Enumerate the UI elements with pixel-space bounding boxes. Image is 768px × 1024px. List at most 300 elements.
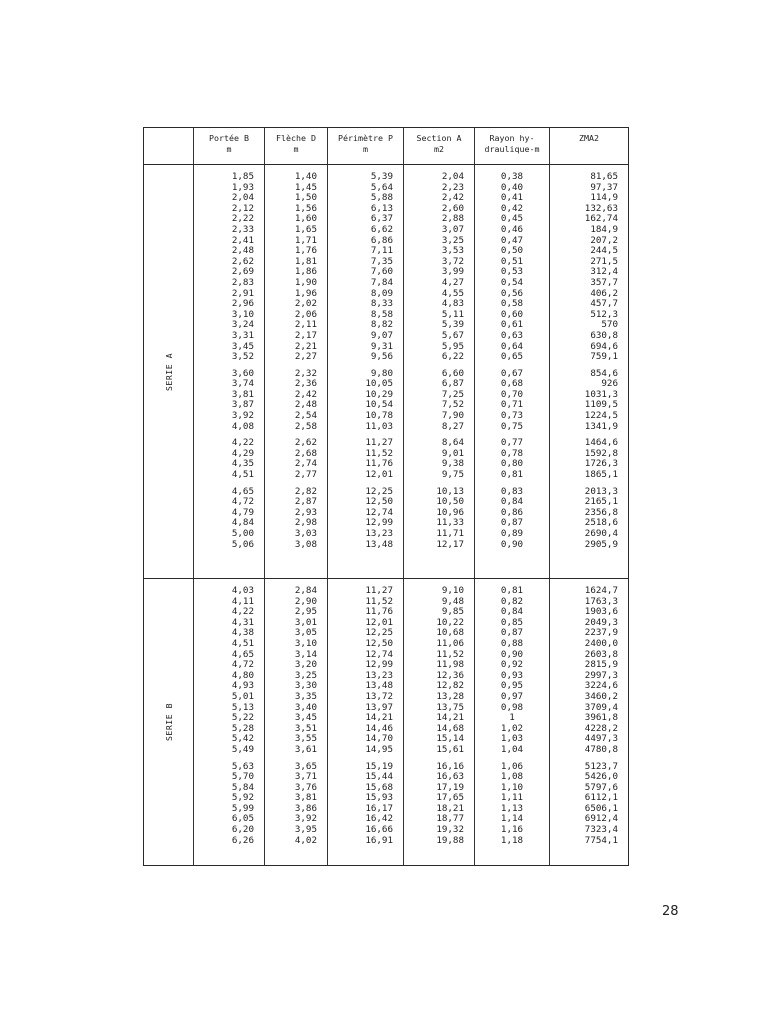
table-cell: 4,51 xyxy=(231,637,254,649)
table-cell: 7,52 xyxy=(441,399,464,411)
table-cell: 1341,9 xyxy=(584,420,618,432)
table-cell: 15,93 xyxy=(365,792,393,804)
table-cell: 81,65 xyxy=(590,171,618,182)
table-cell: 2,83 xyxy=(231,276,254,288)
table-cell: 2,84 xyxy=(294,585,317,596)
table-cell: 0,80 xyxy=(500,458,524,470)
table-cell: 12,01 xyxy=(365,616,393,628)
table-cell: 6,86 xyxy=(370,234,393,246)
table-cell: 3,86 xyxy=(294,802,317,814)
table-cell: 14,95 xyxy=(365,743,393,755)
table-cell: 2,04 xyxy=(231,192,254,204)
table-cell: 630,8 xyxy=(590,329,618,341)
table-cell: 0,86 xyxy=(500,506,524,518)
table-cell: 0,84 xyxy=(500,606,524,618)
table-cell: 4,79 xyxy=(231,506,254,518)
table-cell: 5,70 xyxy=(231,771,254,783)
hydraulic-table xyxy=(143,127,629,866)
table-cell: 14,70 xyxy=(365,733,393,745)
table-cell: 132,63 xyxy=(584,202,618,214)
table-cell: 457,7 xyxy=(590,298,618,310)
table-cell: 5,64 xyxy=(370,181,393,193)
table-cell: 3,03 xyxy=(294,528,317,539)
table-cell: 5,06 xyxy=(231,538,254,550)
table-cell: 0,98 xyxy=(500,701,524,713)
table-cell: 2,77 xyxy=(294,469,317,481)
table-cell: 2,17 xyxy=(294,329,317,341)
table-cell: 2,42 xyxy=(441,192,464,204)
table-cell: 3,74 xyxy=(231,378,254,390)
table-cell: 0,78 xyxy=(500,447,524,459)
table-cell: 2,87 xyxy=(294,496,317,508)
table-cell: 11,76 xyxy=(365,458,393,470)
table-cell: 1,11 xyxy=(500,792,524,804)
table-cell: 3,07 xyxy=(441,223,464,235)
table-cell: 5797,6 xyxy=(584,781,618,793)
table-cell: 18,21 xyxy=(436,802,464,814)
col-rayon xyxy=(475,579,550,865)
table-cell: 0,95 xyxy=(500,680,524,692)
table-cell: 17,65 xyxy=(436,792,464,804)
table-cell: 11,98 xyxy=(436,659,464,671)
table-cell: 2,68 xyxy=(294,447,317,459)
table-cell: 15,19 xyxy=(365,760,393,772)
table-cell: 0,87 xyxy=(500,517,524,529)
table-cell: 1865,1 xyxy=(584,469,618,481)
table-cell: 5,92 xyxy=(231,792,254,804)
series-b-label-cell xyxy=(144,579,194,865)
series-a-section xyxy=(144,165,628,579)
table-cell: 7323,4 xyxy=(584,824,618,836)
table-cell: 9,01 xyxy=(441,447,464,459)
table-cell: 4,22 xyxy=(231,437,254,449)
table-cell: 357,7 xyxy=(590,276,618,288)
table-cell: 1,14 xyxy=(500,813,524,825)
table-cell: 6,60 xyxy=(441,367,464,379)
table-cell: 5,99 xyxy=(231,802,254,814)
table-cell: 2,62 xyxy=(231,255,254,267)
table-cell: 2356,8 xyxy=(584,506,618,518)
table-cell: 4,72 xyxy=(231,659,254,671)
table-cell: 759,1 xyxy=(590,351,618,363)
header-rayon-unit: draulique-m xyxy=(484,144,540,154)
table-cell: 1,56 xyxy=(294,202,317,214)
table-cell: 8,09 xyxy=(370,287,393,299)
table-cell: 2237,9 xyxy=(584,627,618,639)
col-perimetre xyxy=(328,165,404,578)
table-cell: 3,40 xyxy=(294,701,317,713)
table-cell: 0,90 xyxy=(500,538,524,550)
table-cell: 1,81 xyxy=(294,255,317,267)
table-cell: 18,77 xyxy=(436,813,464,825)
table-cell: 6,37 xyxy=(370,213,393,225)
table-cell: 6,26 xyxy=(231,834,254,846)
series-b-label: SERIE B xyxy=(163,702,174,742)
table-cell: 15,44 xyxy=(365,771,393,783)
table-cell: 5,95 xyxy=(441,340,464,352)
series-a-label: SERIE A xyxy=(163,352,174,391)
table-cell: 694,6 xyxy=(590,340,618,352)
table-cell: 312,4 xyxy=(590,266,618,278)
table-cell: 4,65 xyxy=(231,648,254,660)
table-cell: 2,21 xyxy=(294,340,317,352)
table-cell: 12,50 xyxy=(365,496,393,508)
table-cell: 0,81 xyxy=(500,585,524,596)
table-cell: 0,67 xyxy=(500,367,524,379)
table-cell: 4,38 xyxy=(231,627,254,639)
col-fleche xyxy=(265,165,328,578)
table-cell: 1,10 xyxy=(500,781,524,793)
table-cell: 1,03 xyxy=(500,733,524,745)
table-cell: 6,22 xyxy=(441,351,464,363)
table-cell: 7,60 xyxy=(370,266,393,278)
table-cell: 16,66 xyxy=(365,824,393,836)
header-portee xyxy=(194,128,265,164)
table-cell: 2,96 xyxy=(231,298,254,310)
table-cell: 3,52 xyxy=(231,351,254,363)
table-cell: 1,04 xyxy=(500,743,524,755)
series-b-section xyxy=(144,579,628,865)
table-cell: 3,71 xyxy=(294,771,317,783)
table-cell: 2905,9 xyxy=(584,538,618,550)
table-cell: 1,18 xyxy=(500,834,524,846)
table-cell: 4,72 xyxy=(231,496,254,508)
table-cell: 406,2 xyxy=(590,287,618,299)
table-cell: 4,11 xyxy=(231,595,254,607)
table-cell: 0,68 xyxy=(500,378,524,390)
table-cell: 4,29 xyxy=(231,447,254,459)
header-fleche-label: Flèche D xyxy=(276,133,316,143)
table-cell: 13,23 xyxy=(365,528,393,539)
header-zma-label: ZMA2 xyxy=(579,133,599,143)
table-cell: 2400,0 xyxy=(584,637,618,649)
col-section xyxy=(404,579,475,865)
table-cell: 4,03 xyxy=(231,585,254,596)
table-cell: 4,55 xyxy=(441,287,464,299)
table-cell: 2,36 xyxy=(294,378,317,390)
table-cell: 0,71 xyxy=(500,399,524,411)
table-cell: 4,80 xyxy=(231,669,254,681)
table-cell: 2,04 xyxy=(441,171,464,182)
table-cell: 2,06 xyxy=(294,308,317,320)
table-cell: 12,36 xyxy=(436,669,464,681)
table-cell: 6,87 xyxy=(441,378,464,390)
table-cell: 4497,3 xyxy=(584,733,618,745)
table-cell: 2,74 xyxy=(294,458,317,470)
table-cell: 0,77 xyxy=(500,437,524,449)
table-cell: 0,50 xyxy=(500,245,524,257)
table-cell: 10,50 xyxy=(436,496,464,508)
table-cell: 0,75 xyxy=(500,420,524,432)
table-cell: 14,21 xyxy=(436,712,464,724)
table-cell: 5,39 xyxy=(441,319,464,331)
table-cell: 15,61 xyxy=(436,743,464,755)
table-cell: 1,71 xyxy=(294,234,317,246)
table-cell: 5,22 xyxy=(231,712,254,724)
table-cell: 0,53 xyxy=(500,266,524,278)
table-cell: 5,11 xyxy=(441,308,464,320)
table-cell: 926 xyxy=(601,378,618,390)
table-cell: 3,61 xyxy=(294,743,317,755)
table-cell: 9,85 xyxy=(441,606,464,618)
table-cell: 3,65 xyxy=(294,760,317,772)
table-cell: 1,86 xyxy=(294,266,317,278)
table-cell: 19,32 xyxy=(436,824,464,836)
table-cell: 2,58 xyxy=(294,420,317,432)
table-cell: 10,22 xyxy=(436,616,464,628)
table-cell: 12,01 xyxy=(365,469,393,481)
table-cell: 10,54 xyxy=(365,399,393,411)
table-cell: 3,25 xyxy=(441,234,464,246)
table-cell: 3,55 xyxy=(294,733,317,745)
table-cell: 2,33 xyxy=(231,223,254,235)
table-cell: 0,90 xyxy=(500,648,524,660)
table-cell: 1031,3 xyxy=(584,388,618,400)
table-cell: 0,58 xyxy=(500,298,524,310)
table-cell: 3,87 xyxy=(231,399,254,411)
table-cell: 3,81 xyxy=(231,388,254,400)
header-portee-label: Portée B xyxy=(209,133,249,143)
table-cell: 4,35 xyxy=(231,458,254,470)
table-cell: 3,53 xyxy=(441,245,464,257)
table-cell: 14,46 xyxy=(365,722,393,734)
table-cell: 3709,4 xyxy=(584,701,618,713)
table-cell: 854,6 xyxy=(590,367,618,379)
header-series-cell xyxy=(144,128,194,164)
table-cell: 2049,3 xyxy=(584,616,618,628)
table-cell: 2,48 xyxy=(231,245,254,257)
table-cell: 13,72 xyxy=(365,690,393,702)
header-fleche-unit: m xyxy=(293,144,299,154)
table-cell: 5,39 xyxy=(370,171,393,182)
table-cell: 2,02 xyxy=(294,298,317,310)
table-cell: 2013,3 xyxy=(584,485,618,497)
table-cell: 5,49 xyxy=(231,743,254,755)
table-cell: 570 xyxy=(601,319,618,331)
table-cell: 1726,3 xyxy=(584,458,618,470)
table-cell: 7,35 xyxy=(370,255,393,267)
header-rayon-label: Rayon hy- xyxy=(489,133,535,143)
table-cell: 0,87 xyxy=(500,627,524,639)
table-cell: 16,42 xyxy=(365,813,393,825)
table-cell: 3,10 xyxy=(231,308,254,320)
table-cell: 2,90 xyxy=(294,595,317,607)
table-cell: 1903,6 xyxy=(584,606,618,618)
table-cell: 1,93 xyxy=(231,181,254,193)
table-cell: 5,28 xyxy=(231,722,254,734)
table-cell: 11,06 xyxy=(436,637,464,649)
table-cell: 4,93 xyxy=(231,680,254,692)
table-cell: 2,12 xyxy=(231,202,254,214)
table-cell: 4,27 xyxy=(441,276,464,288)
table-cell: 8,58 xyxy=(370,308,393,320)
table-header xyxy=(144,128,628,165)
table-cell: 0,51 xyxy=(500,255,524,267)
table-cell: 9,80 xyxy=(370,367,393,379)
table-cell: 3,30 xyxy=(294,680,317,692)
header-section-label: Section A xyxy=(416,133,462,143)
table-cell: 5,88 xyxy=(370,192,393,204)
header-perimetre-label: Périmètre P xyxy=(338,133,393,143)
table-cell: 12,25 xyxy=(365,485,393,497)
table-cell: 10,13 xyxy=(436,485,464,497)
table-cell: 0,61 xyxy=(500,319,524,331)
table-cell: 1763,3 xyxy=(584,595,618,607)
table-cell: 0,97 xyxy=(500,690,524,702)
table-cell: 7,25 xyxy=(441,388,464,400)
table-cell: 271,5 xyxy=(590,255,618,267)
table-cell: 6,20 xyxy=(231,824,254,836)
table-cell: 3,31 xyxy=(231,329,254,341)
table-cell: 0,93 xyxy=(500,669,524,681)
table-cell: 184,9 xyxy=(590,223,618,235)
table-cell: 13,48 xyxy=(365,680,393,692)
table-cell: 2,22 xyxy=(231,213,254,225)
table-cell: 0,73 xyxy=(500,410,524,422)
table-cell: 6506,1 xyxy=(584,802,618,814)
table-cell: 4,51 xyxy=(231,469,254,481)
table-cell: 11,33 xyxy=(436,517,464,529)
table-cell: 9,07 xyxy=(370,329,393,341)
table-cell: 11,03 xyxy=(365,420,393,432)
table-cell: 8,64 xyxy=(441,437,464,449)
table-cell: 1224,5 xyxy=(584,410,618,422)
table-cell: 4,22 xyxy=(231,606,254,618)
table-cell: 1,45 xyxy=(294,181,317,193)
col-section xyxy=(404,165,475,578)
table-cell: 1,90 xyxy=(294,276,317,288)
col-portee xyxy=(194,579,265,865)
table-cell: 162,74 xyxy=(584,213,618,225)
table-cell: 7754,1 xyxy=(584,834,618,846)
table-cell: 10,96 xyxy=(436,506,464,518)
table-cell: 3,08 xyxy=(294,538,317,550)
table-cell: 9,10 xyxy=(441,585,464,596)
table-cell: 13,28 xyxy=(436,690,464,702)
table-cell: 0,42 xyxy=(500,202,524,214)
table-cell: 11,52 xyxy=(365,595,393,607)
table-cell: 4,08 xyxy=(231,420,254,432)
table-cell: 4780,8 xyxy=(584,743,618,755)
table-cell: 2,11 xyxy=(294,319,317,331)
table-cell: 2,98 xyxy=(294,517,317,529)
header-perimetre xyxy=(328,128,404,164)
table-cell: 9,75 xyxy=(441,469,464,481)
col-zma xyxy=(550,579,628,865)
table-cell: 3460,2 xyxy=(584,690,618,702)
table-cell: 512,3 xyxy=(590,308,618,320)
table-cell: 2,82 xyxy=(294,485,317,497)
table-cell: 0,47 xyxy=(500,234,524,246)
table-cell: 12,17 xyxy=(436,538,464,550)
table-cell: 12,50 xyxy=(365,637,393,649)
table-cell: 2,88 xyxy=(441,213,464,225)
table-cell: 0,46 xyxy=(500,223,524,235)
table-cell: 9,31 xyxy=(370,340,393,352)
table-cell: 3,81 xyxy=(294,792,317,804)
table-cell: 7,11 xyxy=(370,245,393,257)
table-cell: 0,45 xyxy=(500,213,524,225)
table-cell: 3,10 xyxy=(294,637,317,649)
table-cell: 13,97 xyxy=(365,701,393,713)
table-cell: 11,76 xyxy=(365,606,393,618)
table-cell: 10,05 xyxy=(365,378,393,390)
table-cell: 2,48 xyxy=(294,399,317,411)
table-cell: 5,00 xyxy=(231,528,254,539)
table-cell: 0,88 xyxy=(500,637,524,649)
table-cell: 6,62 xyxy=(370,223,393,235)
table-cell: 114,9 xyxy=(590,192,618,204)
table-cell: 6,13 xyxy=(370,202,393,214)
table-cell: 0,81 xyxy=(500,469,524,481)
table-cell: 0,89 xyxy=(500,528,524,539)
table-cell: 11,27 xyxy=(365,437,393,449)
table-cell: 0,56 xyxy=(500,287,524,299)
table-cell: 1,76 xyxy=(294,245,317,257)
table-cell: 2603,8 xyxy=(584,648,618,660)
col-perimetre xyxy=(328,579,404,865)
table-cell: 7,84 xyxy=(370,276,393,288)
table-cell: 12,82 xyxy=(436,680,464,692)
table-cell: 0,82 xyxy=(500,595,524,607)
table-cell: 1,02 xyxy=(500,722,524,734)
table-cell: 1,96 xyxy=(294,287,317,299)
table-cell: 1,60 xyxy=(294,213,317,225)
table-cell: 3,01 xyxy=(294,616,317,628)
table-cell: 14,68 xyxy=(436,722,464,734)
col-portee xyxy=(194,165,265,578)
table-cell: 1 xyxy=(509,712,515,724)
table-cell: 5,67 xyxy=(441,329,464,341)
header-section-unit: m2 xyxy=(434,144,444,154)
table-cell: 3,60 xyxy=(231,367,254,379)
table-cell: 17,19 xyxy=(436,781,464,793)
table-cell: 14,21 xyxy=(365,712,393,724)
table-cell: 2,62 xyxy=(294,437,317,449)
header-portee-unit: m xyxy=(226,144,232,154)
table-cell: 3,51 xyxy=(294,722,317,734)
table-cell: 244,5 xyxy=(590,245,618,257)
table-cell: 0,92 xyxy=(500,659,524,671)
table-cell: 5123,7 xyxy=(584,760,618,772)
table-cell: 3,92 xyxy=(294,813,317,825)
table-cell: 2,95 xyxy=(294,606,317,618)
table-cell: 97,37 xyxy=(590,181,618,193)
header-perimetre-unit: m xyxy=(363,144,368,154)
table-cell: 4,31 xyxy=(231,616,254,628)
table-cell: 12,25 xyxy=(365,627,393,639)
table-cell: 2,69 xyxy=(231,266,254,278)
table-cell: 6,05 xyxy=(231,813,254,825)
table-cell: 1624,7 xyxy=(584,585,618,596)
table-cell: 3,20 xyxy=(294,659,317,671)
table-cell: 4,84 xyxy=(231,517,254,529)
table-cell: 2,54 xyxy=(294,410,317,422)
table-cell: 19,88 xyxy=(436,834,464,846)
table-cell: 0,40 xyxy=(500,181,524,193)
table-cell: 9,56 xyxy=(370,351,393,363)
table-cell: 0,85 xyxy=(500,616,524,628)
table-cell: 11,71 xyxy=(436,528,464,539)
table-cell: 1109,5 xyxy=(584,399,618,411)
table-cell: 3,76 xyxy=(294,781,317,793)
table-cell: 4228,2 xyxy=(584,722,618,734)
table-cell: 12,74 xyxy=(365,648,393,660)
col-rayon xyxy=(475,165,550,578)
table-cell: 9,38 xyxy=(441,458,464,470)
header-rayon xyxy=(475,128,550,164)
table-cell: 2,91 xyxy=(231,287,254,299)
